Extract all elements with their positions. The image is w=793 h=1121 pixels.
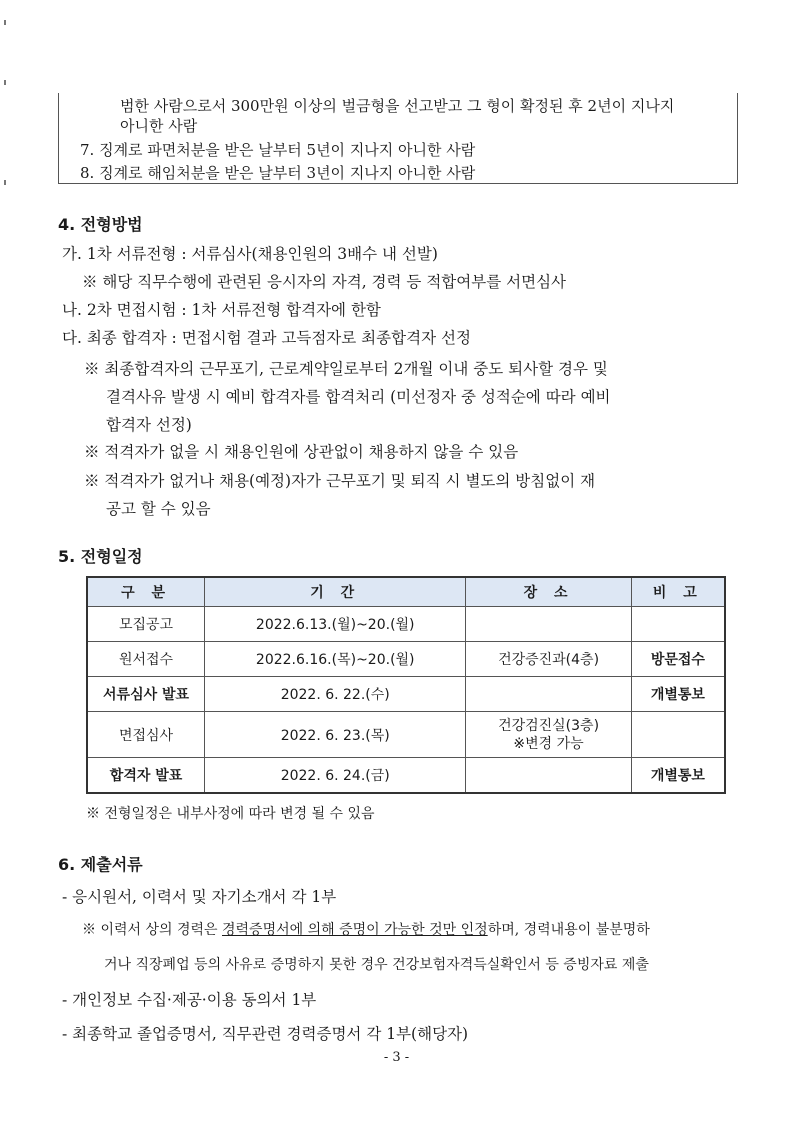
row-place-cell — [466, 712, 631, 758]
col-header-remark: 비 고 — [631, 577, 725, 607]
docs-item-3: - 최종학교 졸업증명서, 직무관련 경력증명서 각 1부(해당자) — [62, 1025, 469, 1043]
row-place — [466, 758, 631, 794]
method-note-1c: 합격자 선정) — [106, 416, 192, 434]
method-note-1b: 결격사유 발생 시 예비 합격자를 합격처리 (미선정자 중 성적순에 따라 예비 — [106, 388, 611, 406]
row-period: 2022. 6. 22.(수) — [205, 677, 466, 712]
table-row — [87, 712, 725, 758]
section-5-heading: 5. 전형일정 — [58, 547, 143, 566]
method-b: 나. 2차 면접시험 : 1차 서류전형 합격자에 한함 — [62, 301, 381, 319]
method-a: 가. 1차 서류전형 : 서류심사(채용인원의 3배수 내 선발) — [62, 245, 438, 263]
row-place: 건강검진실(3층) — [498, 717, 600, 734]
margin-mark — [4, 180, 6, 185]
method-note-1: ※ 최종합격자의 근무포기, 근로계약일로부터 2개월 이내 중도 퇴사할 경우 및 — [84, 360, 608, 378]
col-header-period: 기 간 — [205, 577, 466, 607]
row-remark — [631, 712, 725, 758]
method-note-3b: 공고 할 수 있음 — [106, 500, 211, 518]
row-place — [466, 607, 631, 642]
docs-note-line-1 — [82, 920, 650, 940]
box-line-1: 범한 사람으로서 300만원 이상의 벌금형을 선고받고 그 형이 확정된 후 2년이 지나지 — [120, 97, 675, 115]
docs-note-pre: ※ 이력서 상의 경력은 — [82, 922, 222, 938]
section-6-heading: 6. 제출서류 — [58, 855, 143, 874]
row-place: 건강증진과(4층) — [466, 642, 631, 677]
table-row — [87, 607, 725, 642]
docs-item-1: - 응시원서, 이력서 및 자기소개서 각 1부 — [62, 888, 337, 906]
margin-mark — [4, 20, 6, 25]
row-remark — [631, 607, 725, 642]
box-item-8: 8. 징계로 해임처분을 받은 날부터 3년이 지나지 아니한 사람 — [80, 164, 476, 182]
box-item-7: 7. 징계로 파면처분을 받은 날부터 5년이 지나지 아니한 사람 — [80, 141, 476, 159]
method-note-3: ※ 적격자가 없거나 채용(예정)자가 근무포기 및 퇴직 시 별도의 방침없이 재 — [84, 472, 596, 490]
docs-note-line-2: 거나 직장폐업 등의 사유로 증명하지 못한 경우 건강보험자격득실확인서 등 증빙자료 제출 — [104, 957, 649, 973]
row-period: 2022.6.16.(목)~20.(월) — [205, 642, 466, 677]
row-category: 합격자 발표 — [87, 758, 205, 794]
schedule-table — [86, 576, 726, 794]
table-header-row — [87, 577, 725, 607]
row-remark: 개별통보 — [631, 758, 725, 794]
method-c: 다. 최종 합격자 : 면접시험 결과 고득점자로 최종합격자 선정 — [62, 329, 471, 347]
row-place — [466, 677, 631, 712]
row-place-note: ※변경 가능 — [513, 735, 584, 752]
box-line-2: 아니한 사람 — [120, 117, 198, 135]
margin-mark — [4, 80, 6, 85]
row-period: 2022. 6. 23.(목) — [205, 712, 466, 758]
row-category: 모집공고 — [87, 607, 205, 642]
col-header-place: 장 소 — [466, 577, 631, 607]
schedule-note: ※ 전형일정은 내부사정에 따라 변경 될 수 있음 — [86, 806, 375, 822]
row-category: 서류심사 발표 — [87, 677, 205, 712]
table-row — [87, 758, 725, 794]
row-category: 면접심사 — [87, 712, 205, 758]
row-period: 2022.6.13.(월)~20.(월) — [205, 607, 466, 642]
col-header-category: 구 분 — [87, 577, 205, 607]
method-note-2: ※ 적격자가 없을 시 채용인원에 상관없이 채용하지 않을 수 있음 — [84, 443, 519, 461]
page-number: - 3 - — [383, 1050, 410, 1065]
row-remark: 방문접수 — [631, 642, 725, 677]
docs-note-underlined: 경력증명서에 의해 증명이 가능한 것만 인정 — [222, 922, 488, 938]
row-category: 원서접수 — [87, 642, 205, 677]
row-remark: 개별통보 — [631, 677, 725, 712]
docs-item-2: - 개인정보 수집·제공·이용 동의서 1부 — [62, 991, 317, 1009]
row-period: 2022. 6. 24.(금) — [205, 758, 466, 794]
table-row — [87, 677, 725, 712]
table-row — [87, 642, 725, 677]
method-a-note: ※ 해당 직무수행에 관련된 응시자의 자격, 경력 등 적합여부를 서면심사 — [82, 273, 567, 291]
section-4-heading: 4. 전형방법 — [58, 215, 143, 234]
docs-note-post: 하며, 경력내용이 불분명하 — [487, 922, 650, 938]
